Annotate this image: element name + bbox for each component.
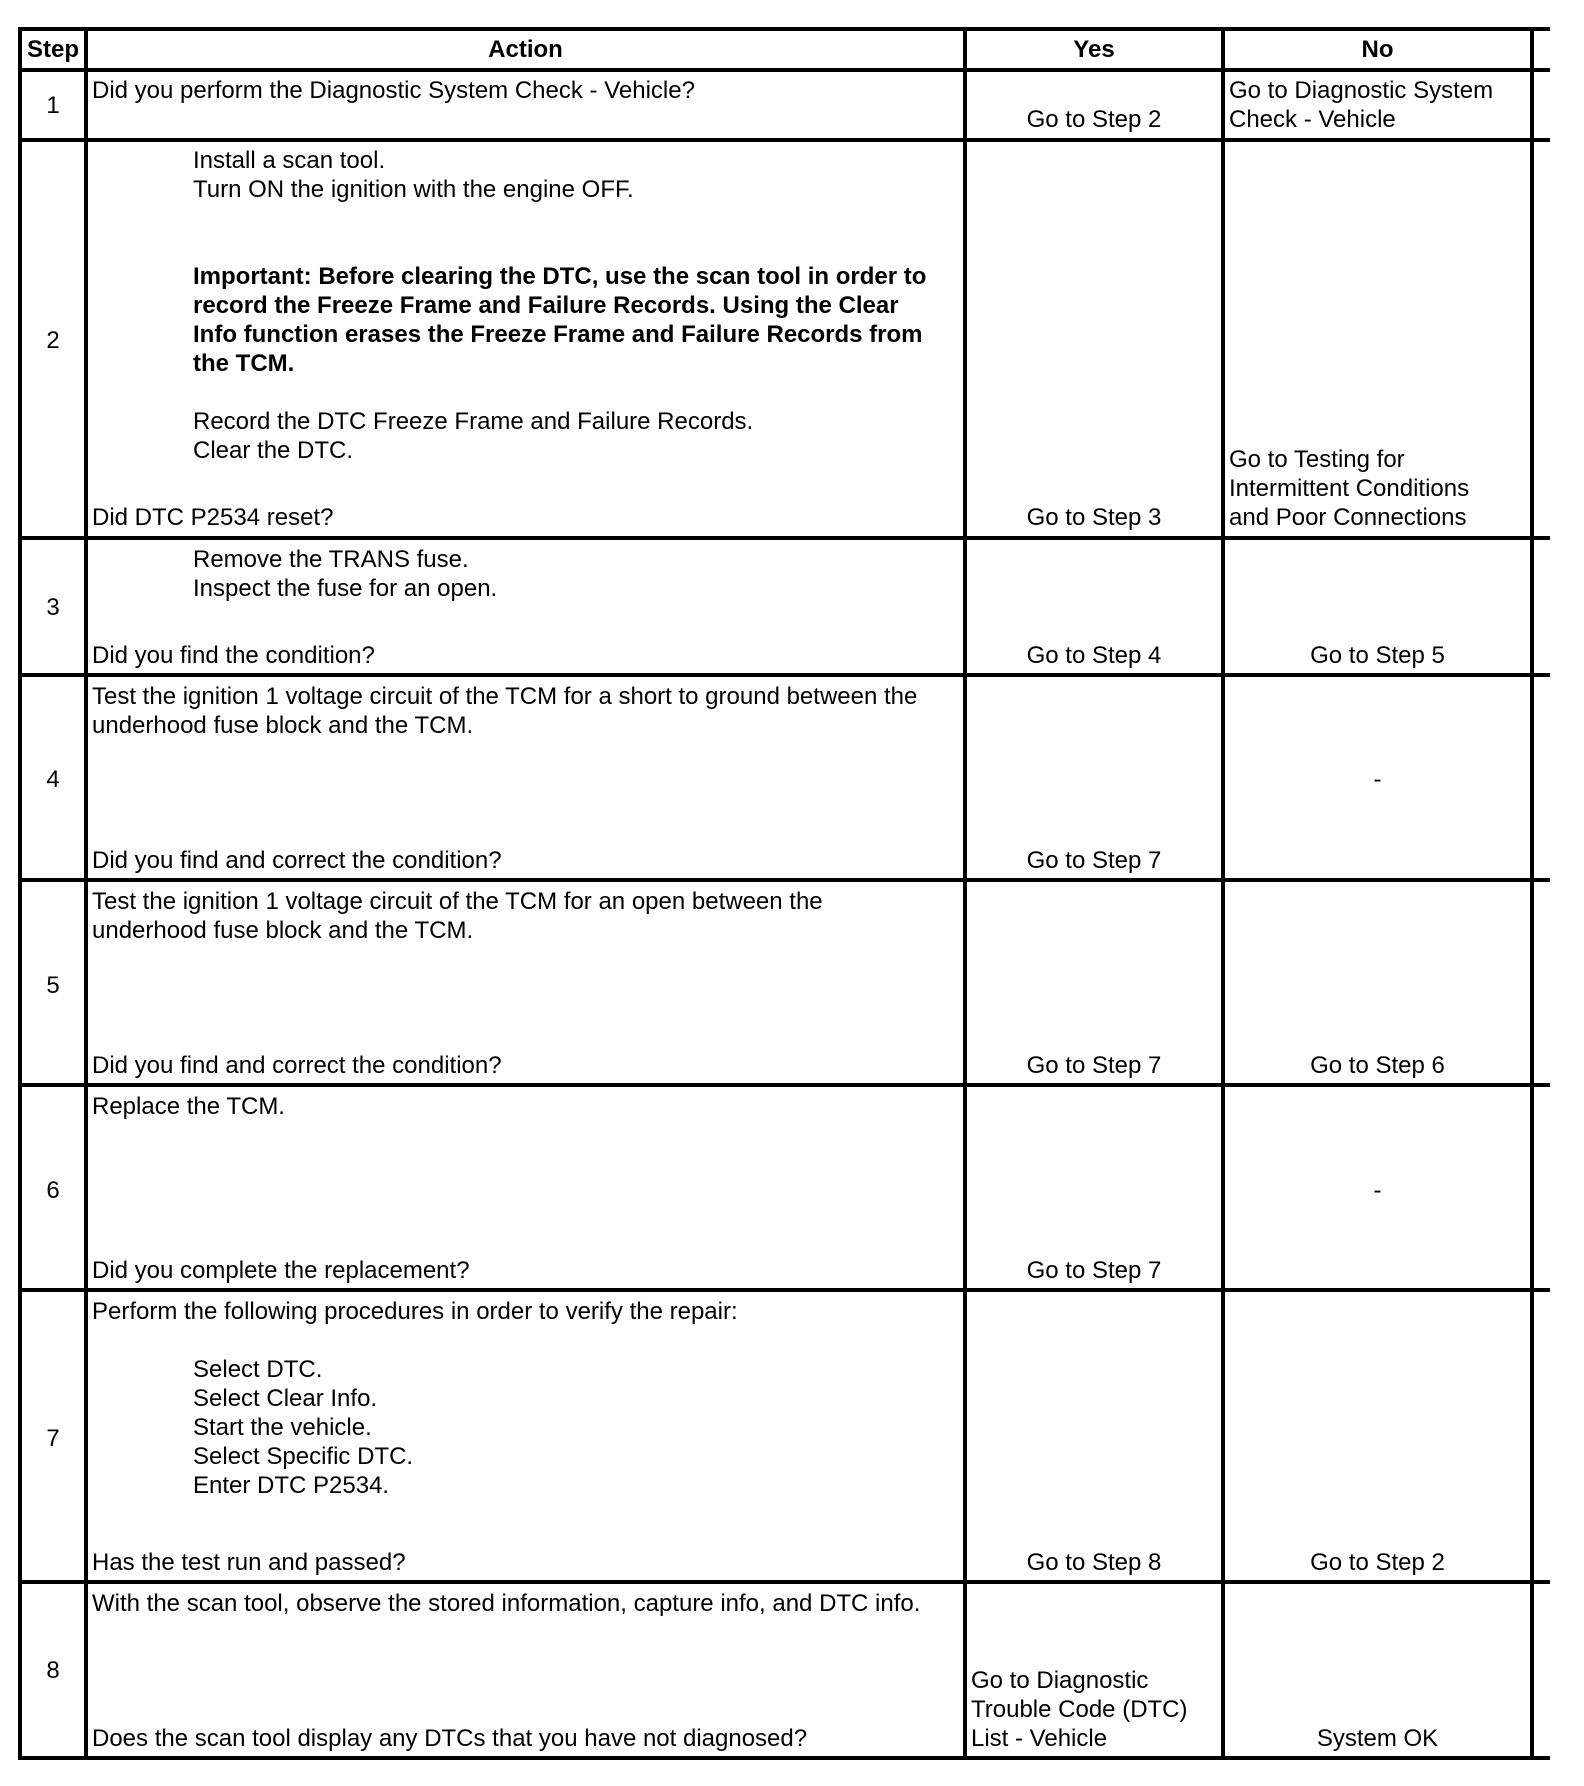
grid-line (18, 138, 1550, 142)
action-cell (92, 1092, 960, 1121)
grid-line (18, 536, 1550, 540)
step-number: 1 (46, 92, 60, 119)
no-line: Intermittent Conditions (1229, 475, 1470, 502)
no-line: and Poor Connections (1229, 504, 1467, 531)
step-number: 6 (46, 1177, 60, 1204)
procedure-step: Select Specific DTC. (193, 1443, 414, 1470)
action-question: Does the scan tool display any DTCs that you have not diagnosed? (92, 1725, 808, 1752)
procedure-step: Select DTC. (193, 1356, 323, 1383)
grid-line (18, 27, 1550, 31)
action-question: Did you find and correct the condition? (92, 1052, 502, 1079)
action-cell (92, 1589, 960, 1618)
header-action: Action (488, 36, 563, 63)
no-cell: Go to Step 6 (1310, 1052, 1445, 1079)
action-text: Replace the TCM. (92, 1093, 285, 1120)
action-text: Perform the following procedures in order to verify the repair: (92, 1298, 738, 1325)
step-number: 2 (46, 327, 60, 354)
grid-line (18, 673, 1550, 677)
action-cell (92, 76, 960, 105)
no-cell: - (1373, 766, 1382, 793)
procedure-step: Install a scan tool. (193, 147, 386, 174)
action-question: Has the test run and passed? (92, 1549, 406, 1576)
no-cell: System OK (1316, 1725, 1439, 1752)
no-cell: Go to Step 2 (1310, 1549, 1445, 1576)
action-cell (92, 146, 960, 465)
grid-line (1530, 27, 1534, 1760)
action-question: Did you complete the replacement? (92, 1257, 470, 1284)
grid-line (18, 27, 22, 1760)
header-yes: Yes (1073, 36, 1115, 63)
step-number: 3 (46, 594, 60, 621)
grid-line (963, 27, 967, 1760)
yes-line: Trouble Code (DTC) (971, 1696, 1188, 1723)
grid-line (18, 878, 1550, 882)
action-question: Did you find the condition? (92, 642, 375, 669)
action-question: Did DTC P2534 reset? (92, 504, 334, 531)
yes-line: List - Vehicle (971, 1725, 1108, 1752)
no-line: Check - Vehicle (1229, 106, 1396, 133)
yes-cell: Go to Step 7 (1026, 847, 1162, 874)
yes-cell: Go to Step 8 (1026, 1549, 1162, 1576)
header-no: No (1361, 36, 1394, 63)
yes-cell: Go to Step 2 (1026, 106, 1162, 133)
no-cell: Go to Step 5 (1310, 642, 1445, 669)
no-cell (1229, 76, 1529, 134)
no-cell: - (1373, 1177, 1382, 1204)
action-cell (92, 1297, 960, 1500)
important-note: Important: Before clearing the DTC, use the scan tool in order to (193, 263, 927, 290)
no-line: Go to Testing for (1229, 446, 1405, 473)
yes-cell: Go to Step 3 (1026, 504, 1162, 531)
grid-line (18, 1288, 1550, 1292)
important-note: record the Freeze Frame and Failure Records. Using the Clear (193, 292, 899, 319)
action-text: underhood fuse block and the TCM. (92, 712, 474, 739)
grid-line (18, 1580, 1550, 1584)
step-number: 4 (46, 766, 60, 793)
procedure-step: Enter DTC P2534. (193, 1472, 390, 1499)
action-cell (92, 887, 960, 945)
action-text: underhood fuse block and the TCM. (92, 917, 474, 944)
yes-cell: Go to Step 7 (1026, 1052, 1162, 1079)
yes-cell: Go to Step 7 (1026, 1257, 1162, 1284)
procedure-step: Turn ON the ignition with the engine OFF. (193, 176, 634, 203)
grid-line (18, 68, 1550, 72)
grid-line (18, 1756, 1550, 1760)
procedure-step: Remove the TRANS fuse. (193, 546, 469, 573)
step-number: 8 (46, 1657, 60, 1684)
action-text: With the scan tool, observe the stored information, capture info, and DTC info. (92, 1590, 921, 1617)
procedure-step: Inspect the fuse for an open. (193, 575, 498, 602)
procedure-step: Select Clear Info. (193, 1385, 378, 1412)
step-number: 7 (46, 1425, 60, 1452)
action-cell (92, 545, 960, 603)
grid-line (1221, 27, 1225, 1760)
action-question: Did you find and correct the condition? (92, 847, 502, 874)
grid-line (84, 27, 88, 1760)
header-step: Step (26, 36, 79, 63)
yes-cell (971, 1666, 1219, 1753)
action-text: Test the ignition 1 voltage circuit of the TCM for a short to ground between the (92, 683, 918, 710)
step-number: 5 (46, 972, 60, 999)
yes-cell: Go to Step 4 (1026, 642, 1162, 669)
yes-line: Go to Diagnostic (971, 1667, 1149, 1694)
procedure-step: Clear the DTC. (193, 437, 354, 464)
important-note: Info function erases the Freeze Frame and Failure Records from (193, 321, 923, 348)
action-cell (92, 682, 960, 740)
procedure-step: Start the vehicle. (193, 1414, 372, 1441)
important-note: the TCM. (193, 350, 295, 377)
action-text: Test the ignition 1 voltage circuit of the TCM for an open between the (92, 888, 823, 915)
grid-line (18, 1083, 1550, 1087)
procedure-step: Record the DTC Freeze Frame and Failure Records. (193, 408, 754, 435)
no-line: Go to Diagnostic System (1229, 77, 1494, 104)
no-cell (1229, 445, 1529, 532)
action-question: Did you perform the Diagnostic System Check - Vehicle? (92, 77, 695, 104)
